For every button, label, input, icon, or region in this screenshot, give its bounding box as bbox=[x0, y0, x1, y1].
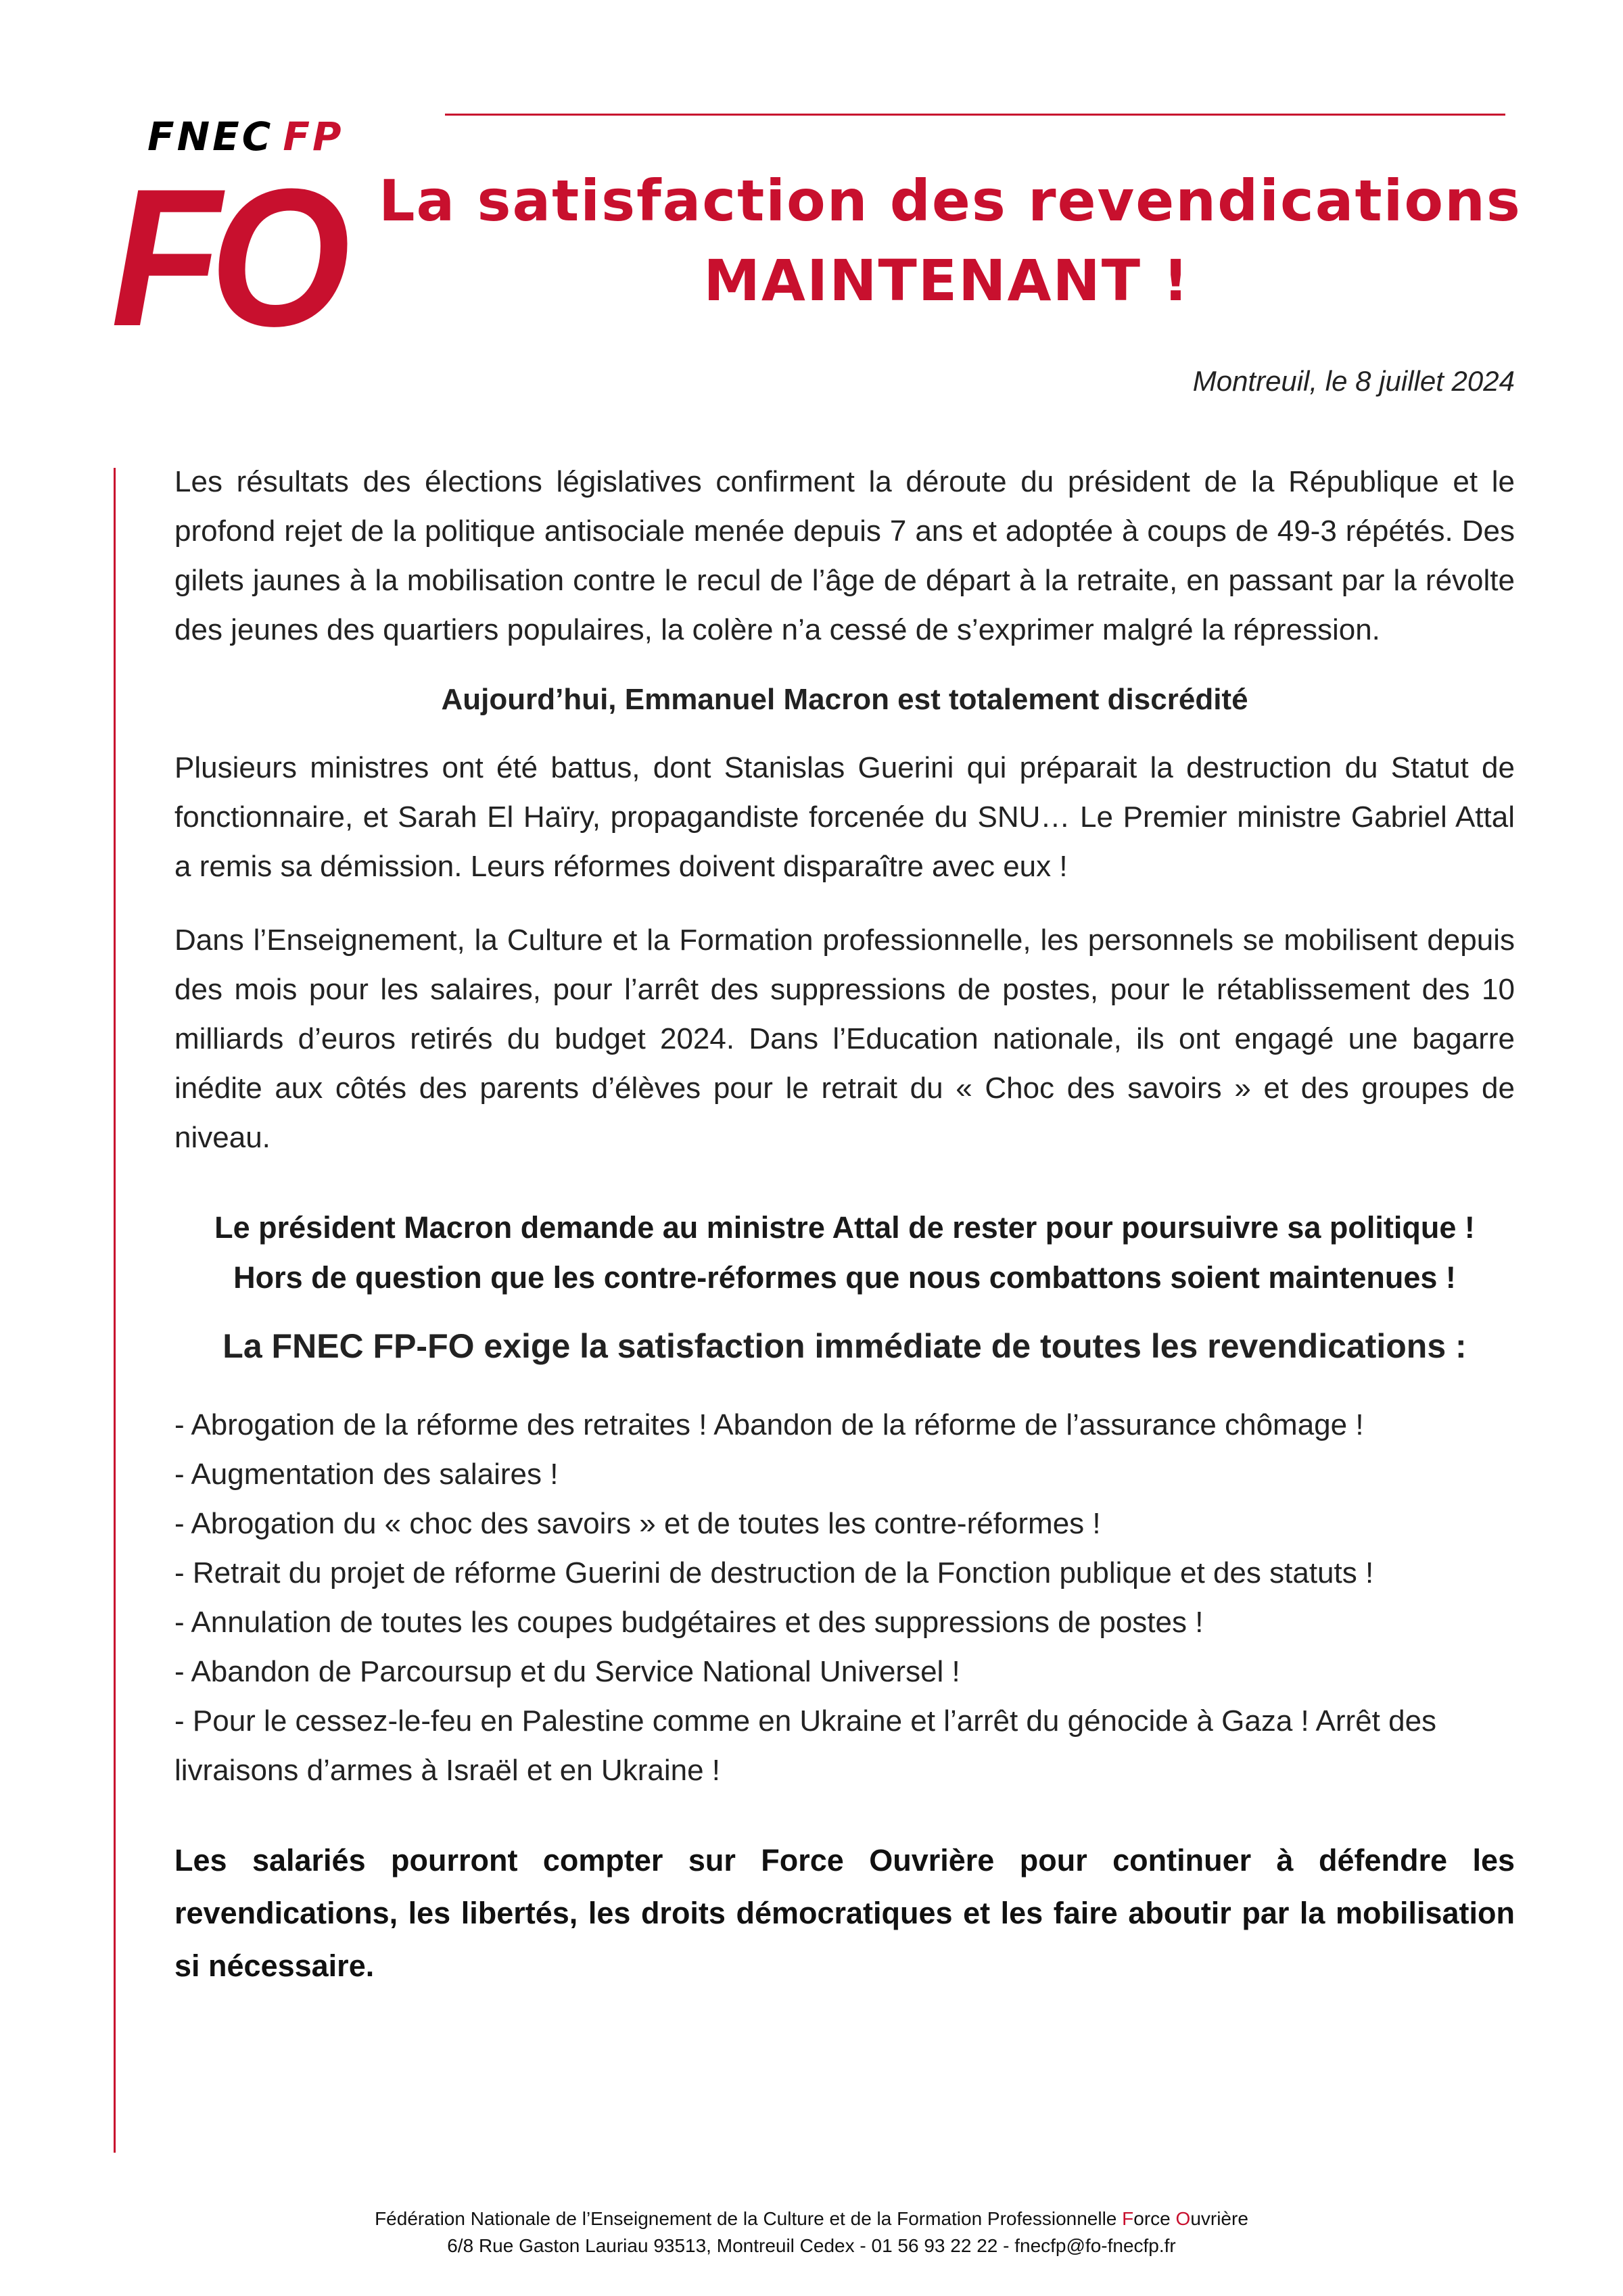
footer-f-letter: F bbox=[1122, 2208, 1134, 2229]
demand-item: - Augmentation des salaires ! bbox=[174, 1458, 559, 1491]
demand-item: - Abrogation de la réforme des retraites ! Abandon de la réforme de l’assurance chômage ! bbox=[174, 1408, 1364, 1441]
demand-item: - Abrogation du « choc des savoirs » et de toutes les contre-réformes ! bbox=[174, 1507, 1101, 1540]
dateline: Montreuil, le 8 juillet 2024 bbox=[1192, 365, 1515, 397]
demands-heading: La FNEC FP-FO exige la satisfaction immédiate de toutes les revendications : bbox=[222, 1327, 1467, 1365]
document-body bbox=[174, 457, 1515, 1992]
footer-address: 6/8 Rue Gaston Lauriau 93513, Montreuil Cedex - 01 56 93 22 22 - fnecfp@fo-fnecfp.fr bbox=[447, 2235, 1176, 2256]
demand-item: - Pour le cessez-le-feu en Palestine comme en Ukraine et l’arrêt du génocide à Gaza ! Arrêt des livraisons d’armes à Israël et en Ukraine ! bbox=[174, 1704, 1437, 1787]
footer-line-1 bbox=[0, 2205, 1623, 2232]
emphasis-line-2: Hors de question que les contre-réformes que nous combattons soient maintenues ! bbox=[233, 1260, 1456, 1295]
demand-item: - Annulation de toutes les coupes budgétaires et des suppressions de postes ! bbox=[174, 1606, 1204, 1639]
emphasis-line-1: Le président Macron demande au ministre Attal de rester pour poursuivre sa politique ! bbox=[214, 1210, 1475, 1245]
title-line-2: MAINTENANT ! bbox=[703, 247, 1190, 314]
closing-statement: Les salariés pourront compter sur Force Ouvrière pour continuer à défendre les revendications, les libertés, les droits démocratiques et les faire aboutir par la mobilisation si nécessaire. bbox=[174, 1843, 1515, 1983]
emphasis-block bbox=[174, 1203, 1515, 1303]
fnec-fp-fo-logo bbox=[108, 115, 358, 365]
paragraph-elections: Les résultats des élections législatives confirment la déroute du président de la République et le profond rejet de la politique antisociale menée depuis 7 ans et adoptée à coups de 49-3 répétés. Des gilets jaunes à la mobilisation contre le recul de l’âge de départ à la retraite, en passant par la révolte des jeunes des quartiers populaires, la colère n’a cessé de s’exprimer malgré la répression. bbox=[174, 465, 1515, 646]
footer-orce: orce bbox=[1133, 2208, 1176, 2229]
demands-list bbox=[174, 1400, 1515, 1795]
footer bbox=[0, 2205, 1623, 2259]
subheading: Aujourd’hui, Emmanuel Macron est totalement discrédité bbox=[441, 683, 1248, 716]
side-rule bbox=[114, 468, 116, 2153]
footer-uvriere: uvrière bbox=[1190, 2208, 1248, 2229]
demand-item: - Retrait du projet de réforme Guerini de destruction de la Fonction publique et des statuts ! bbox=[174, 1556, 1374, 1589]
logo-fp: FP bbox=[283, 114, 344, 160]
demand-item: - Abandon de Parcoursup et du Service National Universel ! bbox=[174, 1655, 960, 1688]
title-line-1: La satisfaction des revendications bbox=[379, 168, 1522, 234]
paragraph-ministers: Plusieurs ministres ont été battus, dont Stanislas Guerini qui préparait la destruction du Statut de fonctionnaire, et Sarah El Haïry, propagandiste forcenée du SNU… Le Premier ministre Gabriel Attal a remis sa démission. Leurs réformes doivent disparaître avec eux ! bbox=[174, 751, 1515, 883]
logo-fo-mark: FO bbox=[111, 148, 339, 367]
footer-federation-name: Fédération Nationale de l’Enseignement de la Culture et de la Formation Professionnelle bbox=[375, 2208, 1123, 2229]
page-title bbox=[379, 161, 1522, 320]
logo-fnec: FNEC bbox=[147, 114, 274, 160]
footer-o-letter: O bbox=[1175, 2208, 1191, 2229]
header-rule bbox=[445, 114, 1505, 116]
paragraph-mobilisation: Dans l’Enseignement, la Culture et la Formation professionnelle, les personnels se mobilisent depuis des mois pour les salaires, pour l’arrêt des suppressions de postes, pour le rétablissement des 10 milliards d’euros retirés du budget 2024. Dans l’Education nationale, ils ont engagé une bagarre inédite aux côtés des parents d’élèves pour le retrait du « Choc des savoirs » et des groupes de niveau. bbox=[174, 924, 1515, 1154]
